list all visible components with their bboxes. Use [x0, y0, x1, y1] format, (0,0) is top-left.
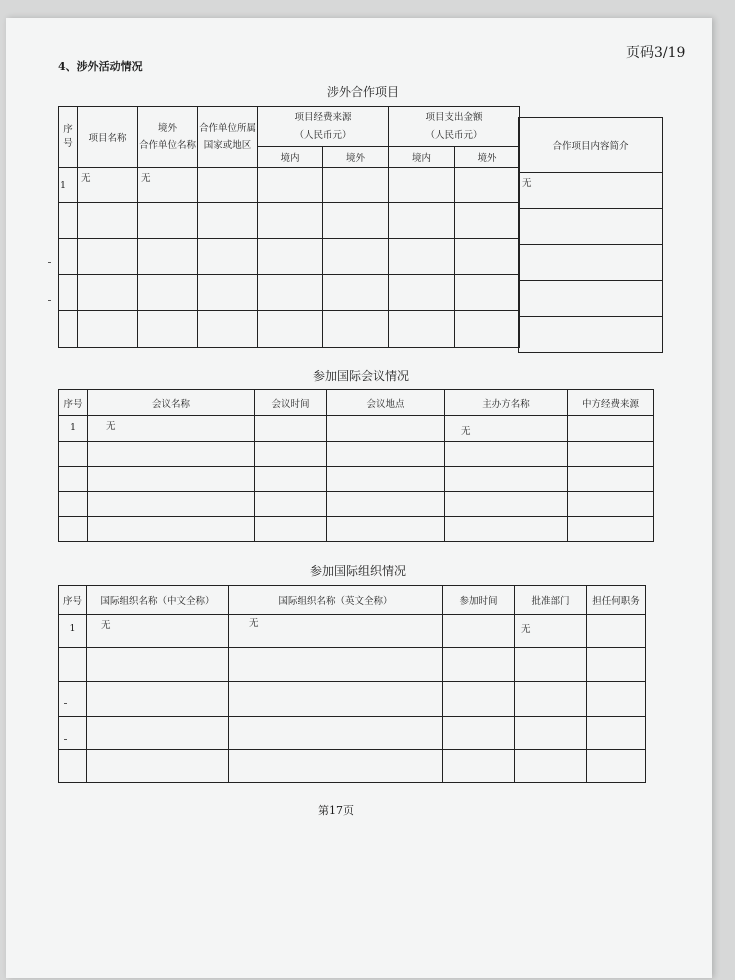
coop-row1-partner: 无: [138, 168, 198, 203]
org-header-name-cn: 国际组织名称（中文全称）: [87, 586, 229, 615]
conf-header-place: 会议地点: [327, 390, 445, 416]
table-row: [59, 492, 654, 517]
coop-header-spend-overseas: 境外: [455, 147, 520, 168]
coop-header-funding-line2: （人民币元）: [294, 129, 352, 141]
table-row: [59, 517, 654, 542]
org-row1-name-en: 无: [229, 615, 443, 648]
coop-header-partner-line1: 境外: [157, 123, 177, 134]
coop-header-country-line2: 国家或地区: [203, 140, 252, 151]
coop-row1-seq: 1: [59, 168, 78, 203]
org-row1-seq: 1: [59, 615, 87, 648]
conf-row1-seq: 1: [59, 416, 88, 442]
coop-header-funding-line1: 项目经费来源: [294, 111, 352, 123]
conf-header-host: 主办方名称: [445, 390, 568, 416]
table-row: [59, 750, 646, 783]
table-row: [59, 648, 646, 682]
table-row: [59, 416, 654, 442]
margin-mark: [64, 739, 67, 740]
table-row: [519, 245, 663, 281]
coop-row1-summary: 无: [519, 173, 663, 209]
coop-header-spend: [389, 107, 520, 147]
conf-header-funding: 中方经费来源: [568, 390, 654, 416]
coop-header-partner: [138, 107, 198, 168]
margin-mark: [48, 262, 51, 263]
cooperation-table: [58, 106, 520, 348]
coop-header-funding-domestic: 境内: [258, 147, 323, 168]
organization-title: 参加国际组织情况: [310, 564, 407, 578]
coop-header-partner-line2: 合作单位名称: [138, 140, 196, 151]
table-row: [59, 717, 646, 750]
table-row: [59, 275, 520, 311]
cooperation-summary-table: [518, 117, 663, 353]
margin-mark: [48, 300, 51, 301]
coop-header-name: 项目名称: [78, 107, 138, 168]
table-row: [519, 281, 663, 317]
table-row: [59, 311, 520, 348]
section-heading: 4、涉外活动情况: [58, 60, 143, 73]
table-row: [59, 442, 654, 467]
coop-header-summary: 合作项目内容简介: [519, 118, 663, 173]
org-header-seq: 序号: [59, 586, 87, 615]
org-row1-name-cn: 无: [87, 615, 229, 648]
conference-title: 参加国际会议情况: [313, 369, 410, 383]
page-reference: 页码3/19: [626, 45, 686, 61]
org-header-role: 担任何职务: [587, 586, 646, 615]
coop-header-funding-overseas: 境外: [323, 147, 389, 168]
table-row: [59, 168, 520, 203]
coop-header-country-line1: 合作单位所属: [198, 123, 256, 134]
org-row1-dept: 无: [515, 615, 587, 648]
table-row: [519, 317, 663, 353]
coop-header-spend-domestic: 境内: [389, 147, 455, 168]
coop-header-spend-line1: 项目支出金额: [425, 111, 483, 123]
table-row: [519, 173, 663, 209]
coop-row1-name: 无: [78, 168, 138, 203]
coop-header-seq: 序号: [59, 107, 78, 168]
org-header-time: 参加时间: [443, 586, 515, 615]
conf-row1-host: 无: [445, 416, 568, 442]
conf-header-name: 会议名称: [88, 390, 255, 416]
coop-header-country: [198, 107, 258, 168]
table-row: [59, 467, 654, 492]
cooperation-title: 涉外合作项目: [327, 85, 400, 99]
table-row: [59, 239, 520, 275]
table-row: [519, 209, 663, 245]
org-header-dept: 批准部门: [515, 586, 587, 615]
table-row: [59, 615, 646, 648]
conference-table: [58, 389, 654, 542]
page-footer: 第17页: [318, 804, 354, 817]
table-row: [59, 682, 646, 717]
conf-row1-name: 无: [88, 416, 255, 442]
margin-mark: [64, 703, 67, 704]
coop-header-funding: [258, 107, 389, 147]
conf-header-time: 会议时间: [255, 390, 327, 416]
org-header-name-en: 国际组织名称（英文全称）: [229, 586, 443, 615]
coop-header-spend-line2: （人民币元）: [425, 129, 483, 141]
organization-table: [58, 585, 646, 783]
conf-header-seq: 序号: [59, 390, 88, 416]
table-row: [59, 203, 520, 239]
